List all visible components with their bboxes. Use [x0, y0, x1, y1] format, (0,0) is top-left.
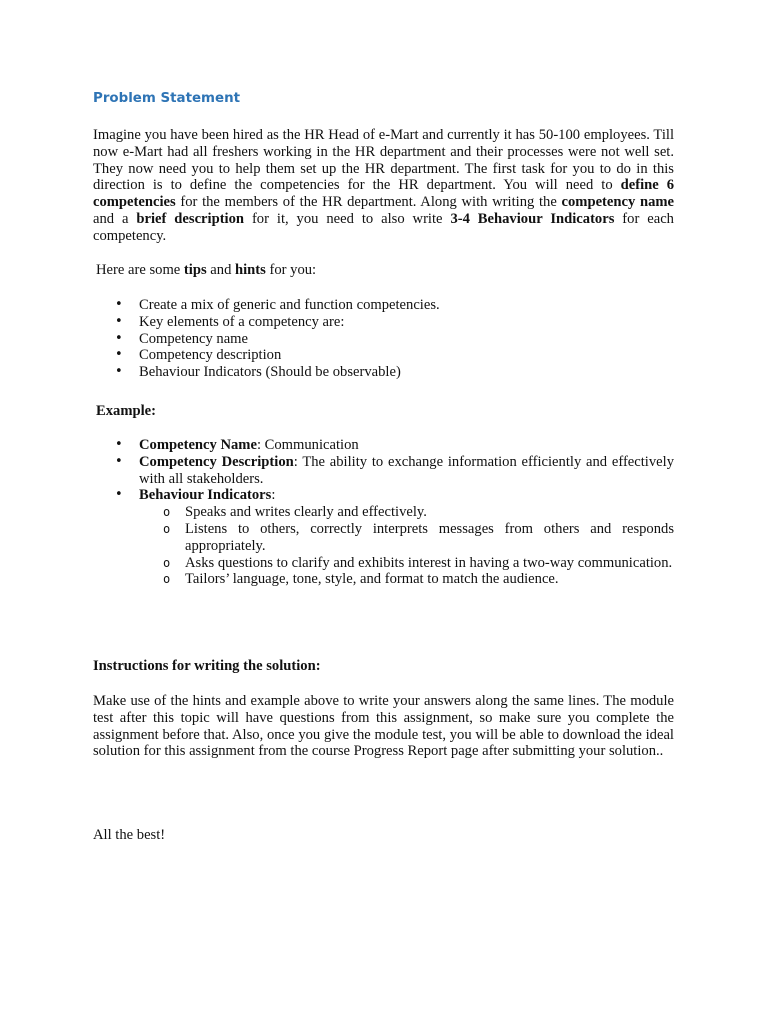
tips-list — [93, 297, 674, 381]
instructions-heading: Instructions for writing the solution: — [93, 658, 321, 674]
list-item: • Behaviour Indicators (Should be observable) — [93, 364, 674, 381]
list-item: • Competency Description: The ability to exchange information efficiently and effectively with all stakeholders. — [93, 454, 674, 488]
list-item: • Key elements of a competency are: — [93, 314, 674, 331]
behaviour-indicators-list — [139, 504, 674, 588]
list-item: o Tailors’ language, tone, style, and format to match the audience. — [139, 571, 674, 588]
list-item: o Speaks and writes clearly and effectively. — [139, 504, 674, 521]
tips-intro: Here are some tips and hints for you: — [96, 262, 317, 278]
example-list — [93, 437, 674, 588]
list-item: o Listens to others, correctly interprets messages from others and responds appropriately. — [139, 521, 674, 555]
page-title: Problem Statement — [93, 91, 241, 106]
closing-text: All the best! — [93, 827, 166, 843]
list-item: o Asks questions to clarify and exhibits interest in having a two-way communication. — [139, 555, 674, 572]
list-item: • Competency Name: Communication — [93, 437, 674, 454]
example-heading: Example: — [96, 403, 156, 419]
list-item: • Competency name — [93, 331, 674, 348]
list-item: • Create a mix of generic and function competencies. — [93, 297, 674, 314]
intro-paragraph: Imagine you have been hired as the HR Head of e-Mart and currently it has 50-100 employees. Till now e-Mart had all freshers working in the HR department and their processes were not well set. They now need you to help them set up the HR department. The first task for you to do in this direction is to define the competencies for the HR department. You will need to define 6 competencies for the members of the HR department. Along with writing the competency name and a brief description for it, you need to also write 3-4 Behaviour Indicators for each competency. — [93, 127, 675, 244]
list-item: • Competency description — [93, 347, 674, 364]
instructions-paragraph: Make use of the hints and example above to write your answers along the same lines. The module test after this topic will have questions from this assignment, so make sure you complete the assignment before that. Also, once you give the module test, you will be able to download the ideal solution for this assignment from the course Progress Report page after submitting your solution.. — [93, 693, 674, 760]
list-item: • Behaviour Indicators: o Speaks and writes clearly and effectively. o Listens to others, correctly interprets messages from others and responds appropriately. o Asks questions to clarify and exhibits interest in having a two-way communication. o Tailors’ language, tone, style, and format to match the audience. — [93, 487, 674, 588]
